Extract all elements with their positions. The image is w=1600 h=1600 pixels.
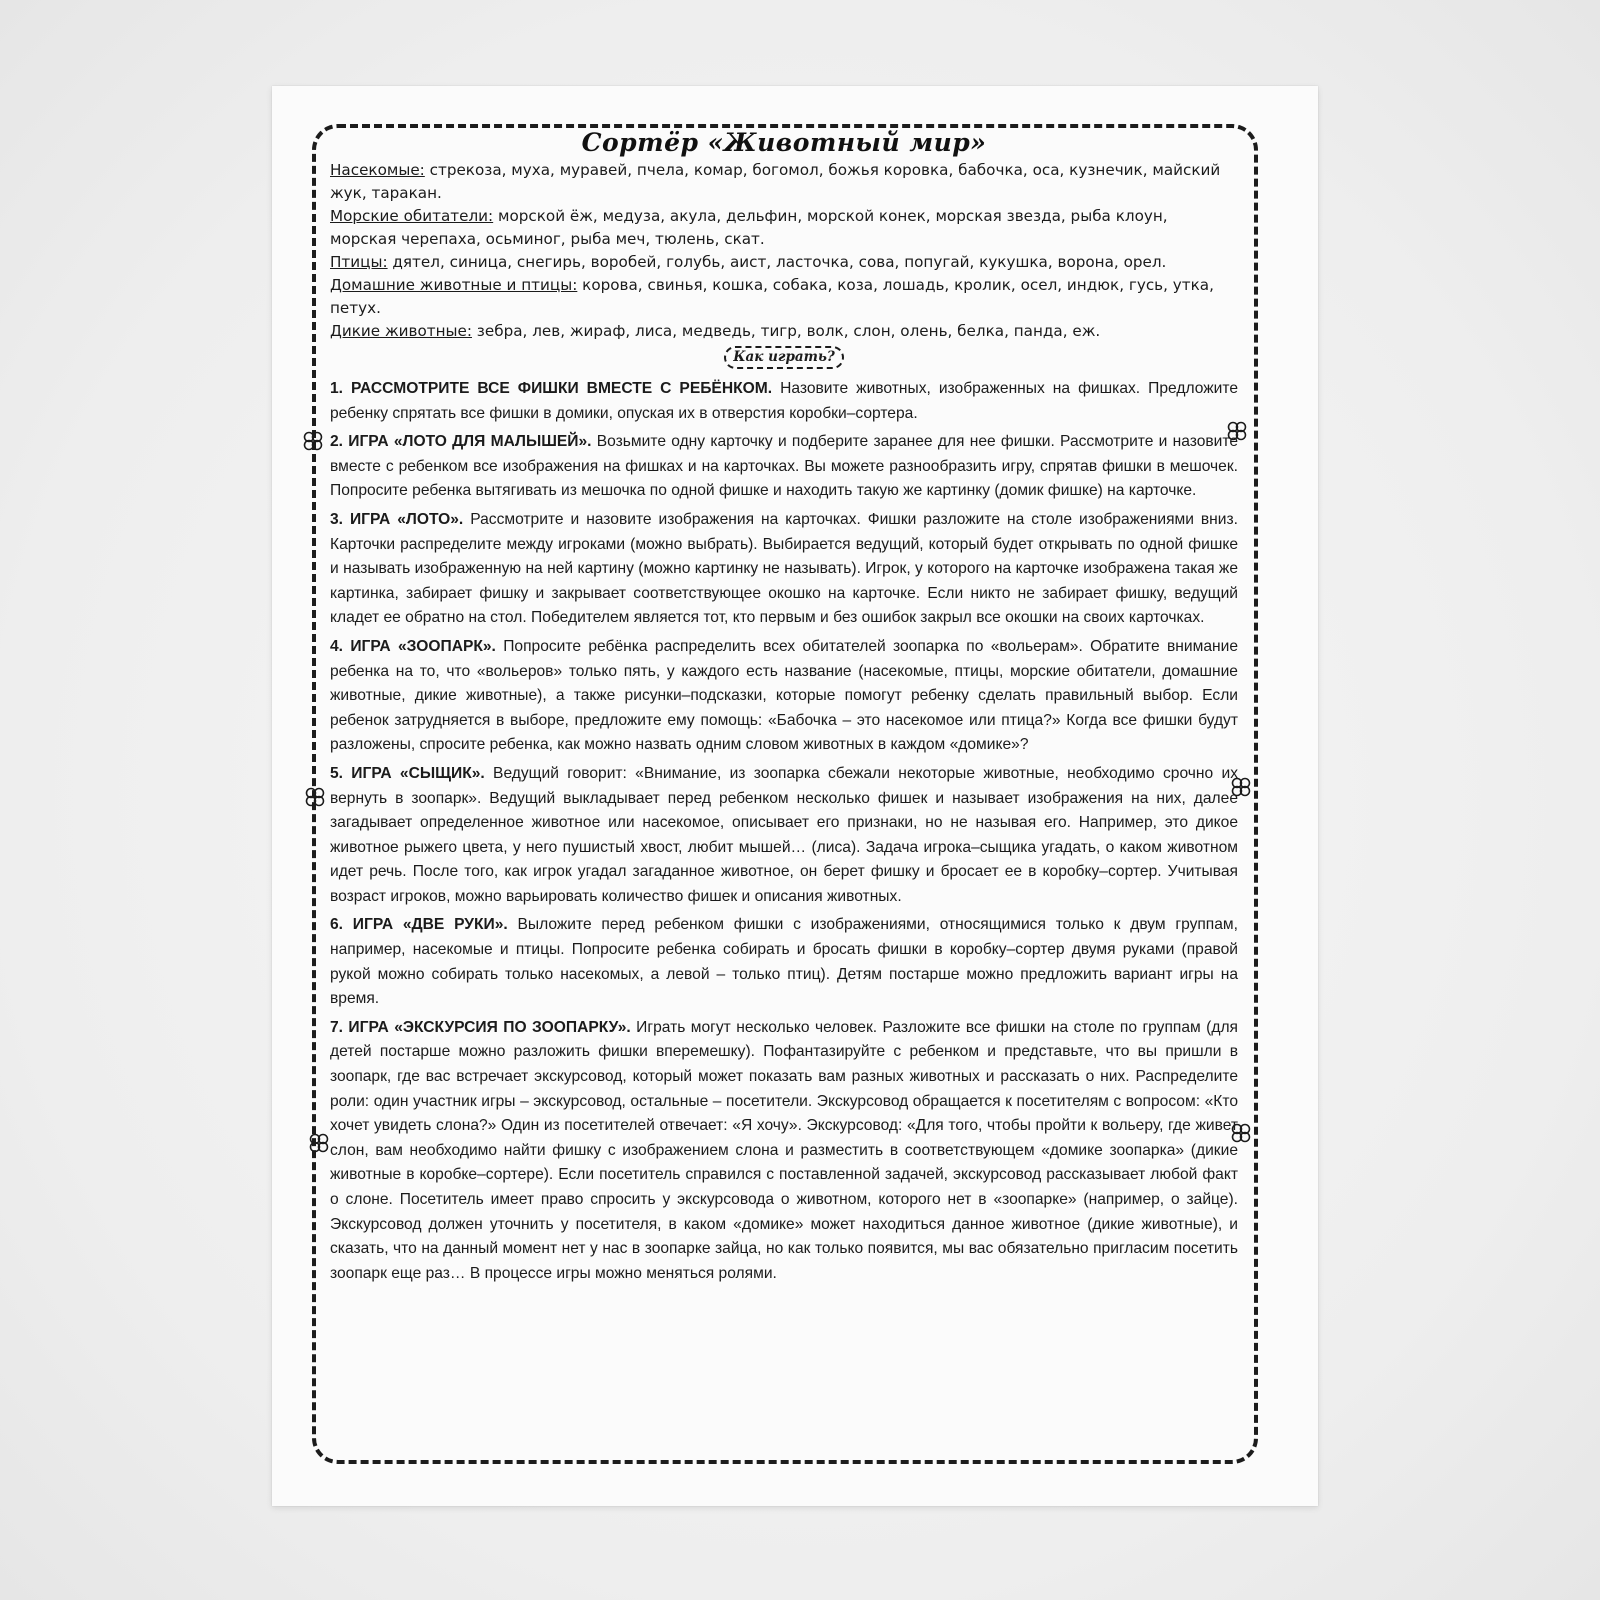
step-5	[330, 762, 1238, 910]
step-title: 3. ИГРА «ЛОТО».	[330, 510, 464, 528]
step-title: 5. ИГРА «СЫЩИК».	[330, 764, 485, 782]
step-text: Ведущий говорит: «Внимание, из зоопарка сбежали некоторые животные, необходимо срочно их вернуть в зоопарк». Ведущий выкладывает перед ребенком несколько фишек и называет изображения на них, далее загадывает определенное животное или насекомое, описывает его признаки, но не называя его. Например, это дикое животное рыжего цвета, у него пушистый хвост, любит мышей… (лиса). Задача игрока–сыщика угадать, о каком животном идет речь. После того, как игрок угадал загаданное животное, он берет фишку и бросает ее в коробку–сортер. Учитывая возраст игроков, можно варьировать количество фишек и описания животных.	[330, 764, 1238, 905]
butterfly-clip-icon	[308, 1132, 330, 1154]
step-text: Попросите ребёнка распределить всех обитателей зоопарка по «вольерам». Обратите внимание ребенка на то, что «вольеров» только пять, у каждого есть название (насекомые, птицы, морские обитатели, домашние животные, дикие животные), а также рисунки–подсказки, которые помогут ребенку сделать правильный выбор. Если ребенок затрудняется в выборе, предложите ему помощь: «Бабочка – это насекомое или птица?» Когда все фишки будут разложены, спросите ребенка, как можно назвать одним словом животных в каждом «домике»?	[330, 637, 1239, 754]
category-label: Птицы:	[330, 253, 388, 271]
category-birds	[330, 251, 1238, 274]
step-4	[330, 635, 1238, 758]
step-7	[330, 1016, 1238, 1287]
category-domestic	[330, 274, 1238, 320]
step-title: 7. ИГРА «ЭКСКУРСИЯ ПО ЗООПАРКУ».	[330, 1018, 631, 1036]
instruction-sheet	[272, 86, 1318, 1506]
category-text: зебра, лев, жираф, лиса, медведь, тигр, волк, слон, олень, белка, панда, еж.	[471, 322, 1101, 340]
step-text: Назовите животных, изображенных на фишках. Предложите ребенку спрятать все фишки в домики, опуская их в отверстия коробки–сортера.	[330, 380, 1238, 422]
category-sea	[330, 205, 1238, 251]
step-text: Рассмотрите и назовите изображения на карточках. Фишки разложите на столе изображениями вниз. Карточки распределите между игроками (можно выбрать). Выбирается ведущий, который будет открывать по одной фишке и называть изображенную на ней картину (можно картинку не называть). Игрок, у которого на карточке изображена такая же картинка, забирает фишку и закрывает соответствующее окошко на карточке. Если никто не забирает фишку, ведущий кладет ее обратно на стол. Победителем является тот, кто первым и без ошибок закрыл все окошки на своих карточках.	[330, 510, 1238, 627]
step-text: Возьмите одну карточку и подберите заранее для нее фишки. Рассмотрите и назовите вместе с ребенком все изображения на фишках и на карточках. Вы можете разнообразить игру, спрятав фишки в мешочек. Попросите ребенка вытягивать из мешочка по одной фишке и находить такую же картинку (домик фишке) на карточке.	[330, 433, 1239, 500]
step-3	[330, 508, 1238, 631]
step-title: 6. ИГРА «ДВЕ РУКИ».	[330, 916, 508, 934]
step-title: 1. РАССМОТРИТЕ ВСЕ ФИШКИ ВМЕСТЕ С РЕБЁНКОМ.	[330, 380, 773, 397]
step-text: Играть могут несколько человек. Разложите все фишки на столе по группам (для детей постарше можно разложить фишки вперемешку). Пофантазируйте с ребенком и представьте, что вы пришли в зоопарк, где вас встречает экскурсовод, который может показать вам разных животных и рассказать о них. Распределите роли: один участник игры – экскурсовод, остальные – посетители. Экскурсовод обращается к посетителям с вопросом: «Кто хочет увидеть слона?» Один из посетителей отвечает: «Я хочу». Экскурсовод: «Для того, чтобы пройти к вольеру, где живет слон, вам необходимо найти фишку с изображением слона и разместить в соответствующем «домике зоопарка» (дикие животные в коробке–сортере). Если посетитель справился с поставленной задачей, экскурсовод рассказывает любой факт о слоне. Посетитель имеет право спросить у экскурсовода о животном, которого нет в «зоопарке» (например, о зайце). Экскурсовод должен уточнить у посетителя, в каком «домике» может находиться данное животное (дикие животные), и сказать, что на данный момент нет у нас в зоопарке зайца, но как только появится, мы вас обязательно пригласим посетить зоопарк еще раз… В процессе игры можно меняться ролями.	[330, 1018, 1238, 1282]
category-insects	[330, 159, 1238, 205]
howto-heading-wrap	[330, 346, 1238, 373]
category-label: Дикие животные:	[330, 322, 472, 340]
category-text: морской ёж, медуза, акула, дельфин, морской конек, морская звезда, рыба клоун, морская черепаха, осьминог, рыба меч, тюлень, скат.	[330, 207, 1168, 248]
howto-badge: Как играть?	[724, 346, 844, 369]
step-6	[330, 913, 1238, 1011]
step-1	[330, 377, 1238, 426]
category-text: дятел, синица, снегирь, воробей, голубь, аист, ласточка, сова, попугай, кукушка, ворона, орел.	[387, 253, 1167, 271]
category-label: Домашние животные и птицы:	[330, 276, 578, 294]
category-text: корова, свинья, кошка, собака, коза, лошадь, кролик, осел, индюк, гусь, утка, петух.	[330, 276, 1214, 317]
sheet-content	[330, 128, 1238, 1290]
step-title: 2. ИГРА «ЛОТО ДЛЯ МАЛЫШЕЙ».	[330, 433, 592, 451]
category-text: стрекоза, муха, муравей, пчела, комар, богомол, божья коровка, бабочка, оса, кузнечик, майский жук, таракан.	[330, 161, 1221, 202]
step-text: Выложите перед ребенком фишки с изображениями, относящимися только к двум группам, например, насекомые и птицы. Попросите ребенка собирать и бросать фишки в коробку–сортер двумя руками (правой рукой можно собирать только насекомых, а левой – только птиц). Детям постарше можно предложить вариант игры на время.	[330, 916, 1238, 1008]
category-label: Морские обитатели:	[330, 207, 494, 225]
butterfly-clip-icon	[304, 786, 326, 808]
category-wild	[330, 320, 1238, 343]
category-label: Насекомые:	[330, 161, 425, 179]
page-title: Сортёр «Животный мир»	[581, 128, 987, 157]
butterfly-clip-icon	[302, 430, 324, 452]
step-2	[330, 430, 1238, 504]
step-title: 4. ИГРА «ЗООПАРК».	[330, 637, 496, 655]
